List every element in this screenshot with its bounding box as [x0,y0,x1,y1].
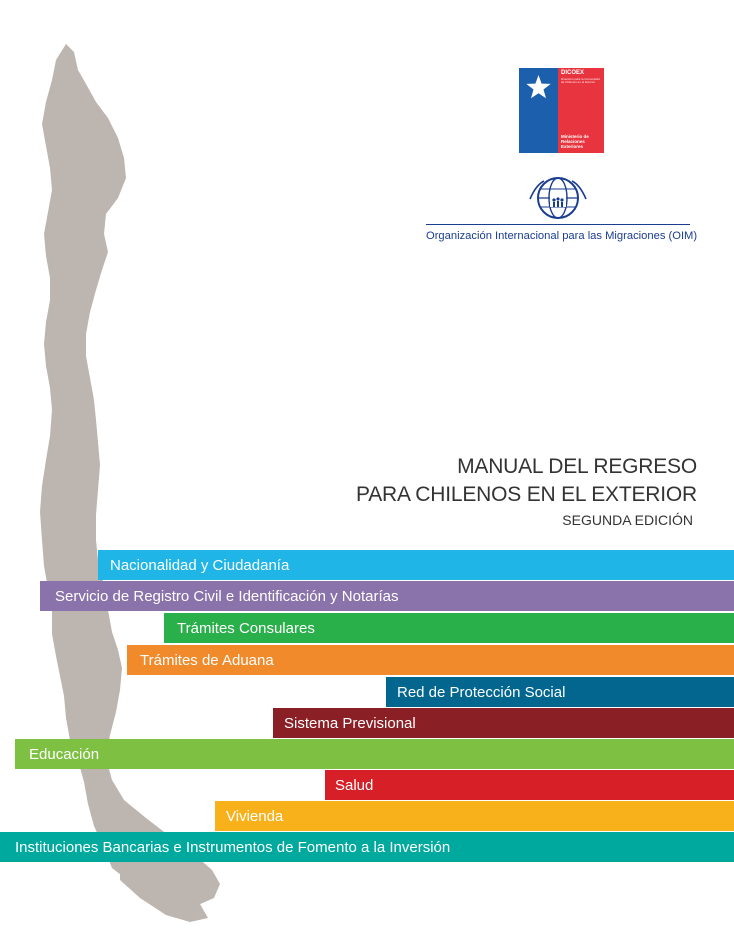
section-label: Servicio de Registro Civil e Identificación y Notarías [55,587,399,605]
section-band-registro-civil [40,581,734,611]
section-band-vivienda [215,801,734,831]
section-label: Trámites de Aduana [140,651,274,669]
ministry-logo-blue-panel [519,68,558,153]
title-line-1: MANUAL DEL REGRESO [457,455,697,478]
oim-name: Organización Internacional para las Migraciones (OIM) [426,230,698,242]
section-label: Salud [335,776,374,794]
dicoex-subline: Dirección para la Comunidad de Chilenos en el Exterior [561,77,600,85]
section-label: Red de Protección Social [397,683,566,701]
cover-title [356,453,697,530]
title-edition: SEGUNDA EDICIÓN [562,512,693,528]
ministry-name: Ministerio de Relaciones Exteriores [561,134,589,149]
section-label: Sistema Previsional [284,714,416,732]
dicoex-brand: DICOEX [561,70,585,76]
title-line-2: PARA CHILENOS EN EL EXTERIOR [356,483,697,506]
section-band-instituciones-bancarias [0,832,734,862]
section-label: Instituciones Bancarias e Instrumentos de Fomento a la Inversión [15,838,451,856]
section-band-tramites-aduana [127,645,734,675]
section-band-proteccion-social [386,677,734,707]
oim-globe-icon [528,175,588,221]
ministry-logo-red-panel [558,68,604,153]
section-band-tramites-consulares [164,613,734,643]
section-label: Educación [29,745,100,763]
section-band-salud [325,770,734,800]
section-band-nacionalidad [98,550,734,580]
section-label: Vivienda [226,807,284,825]
chile-coat-of-arms-icon [525,74,552,100]
section-band-educacion [15,739,734,769]
ministry-logo [519,68,604,153]
section-label: Nacionalidad y Ciudadanía [110,556,290,574]
section-label: Trámites Consulares [177,619,315,637]
oim-divider [426,224,690,225]
section-band-sistema-previsional [273,708,734,738]
